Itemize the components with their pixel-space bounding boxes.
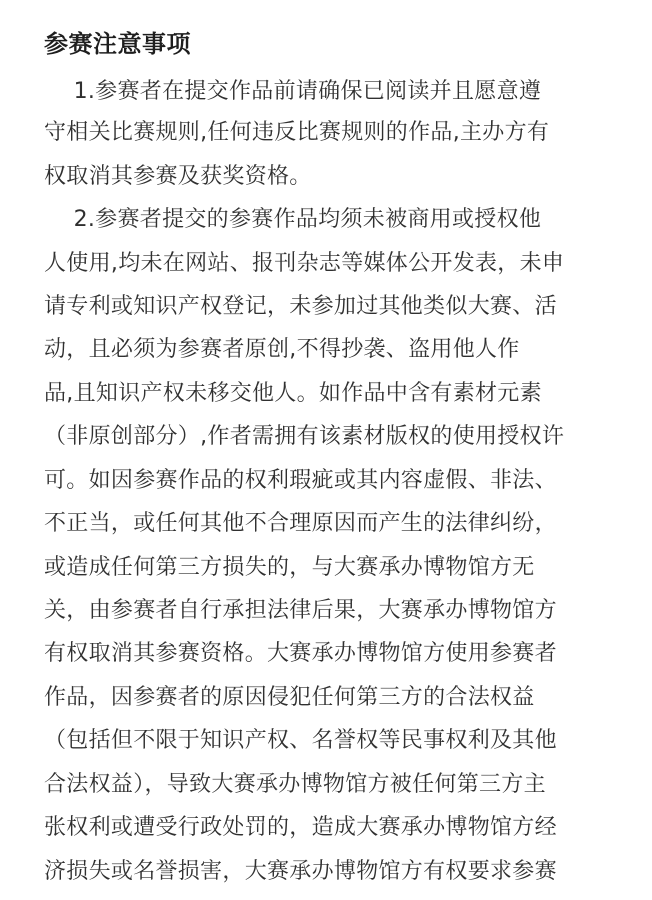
text-line: 请专利或知识产权登记，未参加过其他类似大赛、活 — [44, 294, 557, 319]
text-line: 可。如因参赛作品的权利瑕疵或其内容虚假、非法、 — [44, 468, 557, 493]
text-line: （包括但不限于知识产权、名誉权等民事权利及其他 — [44, 728, 557, 753]
text-line: 守相关比赛规则,任何违反比赛规则的作品,主办方有 — [44, 120, 550, 145]
text-line: 品,且知识产权未移交他人。如作品中含有素材元素 — [44, 381, 542, 406]
text-line: 有权取消其参赛资格。大赛承办博物馆方使用参赛者 — [44, 641, 557, 666]
page-title: 参赛注意事项 — [44, 30, 191, 58]
text-line: 济损失或名誉损害，大赛承办博物馆方有权要求参赛 — [44, 859, 557, 884]
text-line: 合法权益），导致大赛承办博物馆方被任何第三方主 — [44, 772, 546, 797]
text-line: 动，且必须为参赛者原创,不得抄袭、盗用他人作 — [44, 337, 520, 362]
text-line: 不正当，或任何其他不合理原因而产生的法律纠纷， — [44, 511, 557, 536]
text-line: 或造成任何第三方损失的，与大赛承办博物馆方无 — [44, 555, 535, 580]
text-line: 权取消其参赛及获奖资格。 — [44, 164, 312, 189]
text-line: 关，由参赛者自行承担法律后果，大赛承办博物馆方 — [44, 598, 557, 623]
text-line: 作品，因参赛者的原因侵犯任何第三方的合法权益 — [44, 685, 535, 710]
text-line: 1.参赛者在提交作品前请确保已阅读并且愿意遵 — [44, 79, 542, 104]
text-line: 2.参赛者提交的参赛作品均须未被商用或授权他 — [44, 207, 542, 232]
text-line: （非原创部分）,作者需拥有该素材版权的使用授权许 — [44, 424, 565, 449]
text-line: 人使用,均未在网站、报刊杂志等媒体公开发表，未申 — [44, 251, 565, 276]
text-line: 张权利或遭受行政处罚的，造成大赛承办博物馆方经 — [44, 815, 557, 840]
